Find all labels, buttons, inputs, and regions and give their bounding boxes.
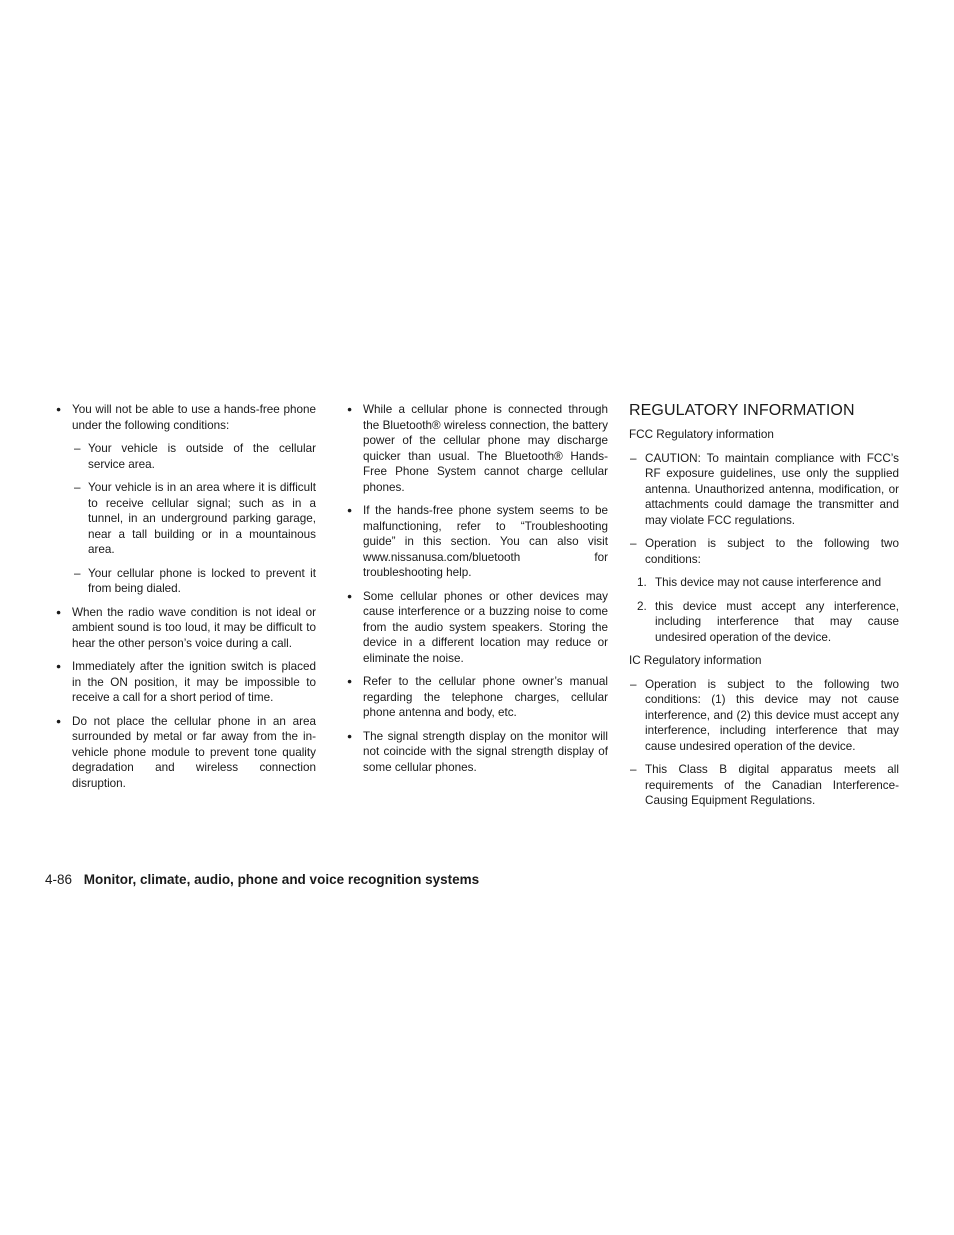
- item-number: 2.: [637, 599, 647, 613]
- sub-item: – Your vehicle is in an area where it is difficult to receive cellular signal; such as in a tunnel, in an underground parking garage, near a tall building or in a mountainous area.: [72, 480, 316, 558]
- bullet-item: ● The signal strength display on the monitor will not coincide with the signal strength display of some cellular phones.: [347, 729, 608, 776]
- numbered-item: [629, 575, 899, 591]
- page-footer: [45, 871, 479, 889]
- item-number: 1.: [637, 576, 647, 589]
- bullet-item: ● While a cellular phone is connected through the Bluetooth® wireless connection, the battery power of the cellular phone may discharge quicker than usual. The Bluetooth® Hands-Free Phone System cannot charge cellular phones.: [347, 402, 608, 495]
- bullet-item: ● Immediately after the ignition switch is placed in the ON position, it may be impossible to receive a call for a short period of time.: [56, 659, 316, 706]
- section-heading: REGULATORY INFORMATION: [629, 402, 855, 419]
- column-middle: [347, 402, 608, 783]
- item-text: This device may not cause interference and: [655, 576, 882, 589]
- page-number: 4-86: [45, 872, 73, 887]
- bullet-item: ● Some cellular phones or other devices may cause interference or a buzzing noise to come from the audio system speakers. Storing the device in a different location may reduce or eliminate the noise.: [347, 589, 608, 667]
- bullet-item: ● Refer to the cellular phone owner’s manual regarding the telephone charges, cellular phone antenna and body, etc.: [347, 674, 608, 721]
- column-left: [56, 402, 316, 799]
- item-text: this device must accept any interference, including interference that may cause undesired operation of the device.: [655, 599, 899, 644]
- bullet-item: ● If the hands-free phone system seems to be malfunctioning, refer to “Troubleshooting guide” in this section. You can also visit www.nissanusa.com/bluetooth for troubleshooting help.: [347, 503, 608, 581]
- sub-item: – Your vehicle is outside of the cellular service area.: [72, 441, 316, 472]
- sub-item: – Your cellular phone is locked to prevent it from being dialed.: [72, 566, 316, 597]
- dash-item: – This Class B digital apparatus meets all requirements of the Canadian Interference-Causing Equipment Regulations.: [629, 762, 899, 809]
- numbered-item: [629, 599, 899, 646]
- bullet-item: [56, 402, 316, 597]
- bullet-item: ● Do not place the cellular phone in an area surrounded by metal or far away from the in-vehicle phone module to prevent tone quality degradation and wireless connection disruption.: [56, 714, 316, 792]
- dash-item: – Operation is subject to the following two conditions: (1) this device may not cause interference, and (2) this device must accept any interference, including interference that may cause undesired operation of the device.: [629, 677, 899, 755]
- fcc-subheading: FCC Regulatory information: [629, 428, 774, 441]
- dash-item: – Operation is subject to the following two conditions:: [629, 536, 899, 567]
- bullet-text: ● You will not be able to use a hands-free phone under the following conditions:: [72, 403, 316, 432]
- bullet-item: ● When the radio wave condition is not ideal or ambient sound is too loud, it may be difficult to hear the other person’s voice during a call.: [56, 605, 316, 652]
- ic-subheading: IC Regulatory information: [629, 654, 762, 667]
- dash-item: – CAUTION: To maintain compliance with FCC’s RF exposure guidelines, use only the supplied antenna. Unauthorized antenna, modification, or attachments could damage the transmitter and may violate FCC regulations.: [629, 451, 899, 529]
- column-right: [629, 402, 899, 817]
- chapter-title: Monitor, climate, audio, phone and voice recognition systems: [83, 872, 480, 887]
